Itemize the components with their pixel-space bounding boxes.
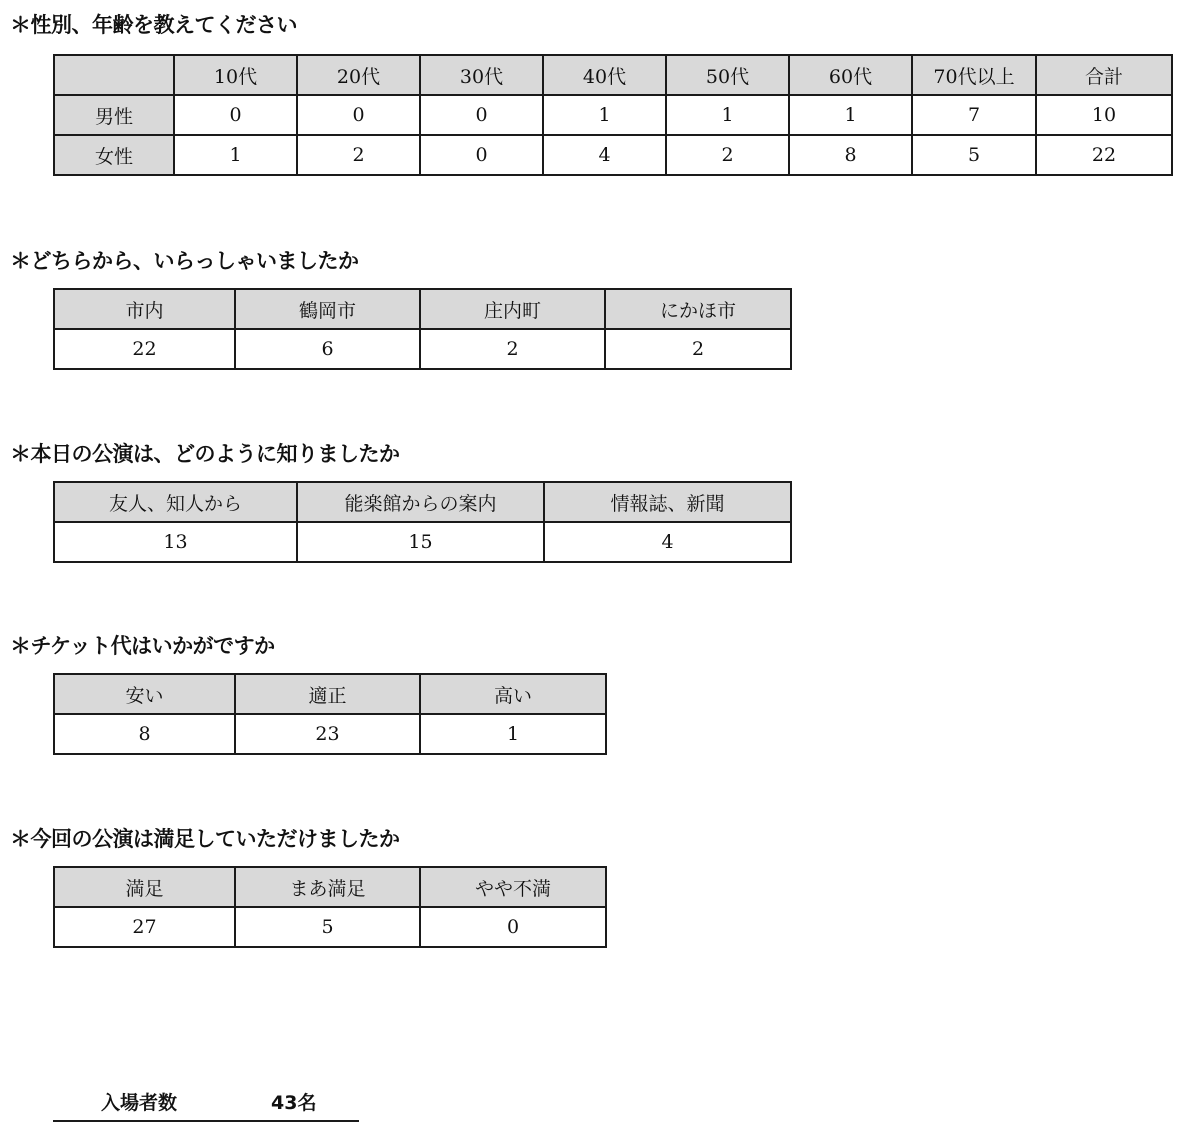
header-cell: 庄内町	[420, 289, 605, 329]
satisfaction-table	[53, 866, 607, 948]
table-cell: 4	[543, 135, 666, 175]
origin-heading: ＊どちらから、いらっしゃいましたか	[10, 249, 359, 273]
table-cell: 0	[174, 95, 297, 135]
origin-table	[53, 288, 792, 370]
ticket-heading: ＊チケット代はいかがですか	[10, 634, 275, 658]
header-cell: 情報誌、新聞	[544, 482, 791, 522]
table-cell: 0	[420, 135, 543, 175]
attendance-value: 43名	[271, 1092, 317, 1114]
table-row	[54, 907, 606, 947]
table-cell: 8	[54, 714, 235, 754]
table-cell: 0	[420, 907, 606, 947]
row-label-male: 男性	[54, 95, 174, 135]
header-cell: 鶴岡市	[235, 289, 420, 329]
table-cell-total: 10	[1036, 95, 1172, 135]
header-cell: 40代	[543, 55, 666, 95]
table-cell: 22	[54, 329, 235, 369]
header-cell: 20代	[297, 55, 420, 95]
table-cell: 7	[912, 95, 1036, 135]
table-cell: 15	[297, 522, 544, 562]
table-header-row	[54, 867, 606, 907]
table-cell: 2	[420, 329, 605, 369]
table-cell: 5	[912, 135, 1036, 175]
table-cell: 4	[544, 522, 791, 562]
header-cell: 満足	[54, 867, 235, 907]
table-cell: 6	[235, 329, 420, 369]
table-cell: 2	[666, 135, 789, 175]
ticket-table	[53, 673, 607, 755]
table-header-row	[54, 55, 1172, 95]
header-cell: 60代	[789, 55, 912, 95]
header-cell: 市内	[54, 289, 235, 329]
table-row	[54, 522, 791, 562]
header-cell: 安い	[54, 674, 235, 714]
table-row	[54, 714, 606, 754]
header-cell: 10代	[174, 55, 297, 95]
header-cell: やや不満	[420, 867, 606, 907]
table-cell: 1	[420, 714, 606, 754]
header-cell: 高い	[420, 674, 606, 714]
header-cell: 友人、知人から	[54, 482, 297, 522]
source-table	[53, 481, 792, 563]
header-cell: 合計	[1036, 55, 1172, 95]
header-cell: 50代	[666, 55, 789, 95]
table-row	[54, 95, 1172, 135]
table-row	[54, 135, 1172, 175]
satisfaction-heading: ＊今回の公演は満足していただけましたか	[10, 827, 400, 851]
attendance-label: 入場者数	[101, 1092, 178, 1114]
table-cell-total: 22	[1036, 135, 1172, 175]
table-header-row	[54, 289, 791, 329]
header-cell: 能楽館からの案内	[297, 482, 544, 522]
table-cell: 2	[297, 135, 420, 175]
attendance-summary	[53, 1084, 359, 1122]
table-row	[54, 329, 791, 369]
header-cell: 適正	[235, 674, 420, 714]
table-cell: 0	[297, 95, 420, 135]
header-cell: まあ満足	[235, 867, 420, 907]
table-cell: 8	[789, 135, 912, 175]
table-cell: 5	[235, 907, 420, 947]
table-cell: 27	[54, 907, 235, 947]
table-cell: 1	[543, 95, 666, 135]
table-cell: 0	[420, 95, 543, 135]
table-cell: 1	[789, 95, 912, 135]
age-gender-table	[53, 54, 1173, 176]
table-cell: 13	[54, 522, 297, 562]
row-label-female: 女性	[54, 135, 174, 175]
source-heading: ＊本日の公演は、どのように知りましたか	[10, 442, 400, 466]
header-cell: にかほ市	[605, 289, 791, 329]
header-cell-blank	[54, 55, 174, 95]
table-cell: 1	[666, 95, 789, 135]
age-gender-heading: ＊性別、年齢を教えてください	[10, 13, 297, 37]
table-header-row	[54, 674, 606, 714]
table-cell: 1	[174, 135, 297, 175]
table-header-row	[54, 482, 791, 522]
header-cell: 30代	[420, 55, 543, 95]
table-cell: 23	[235, 714, 420, 754]
table-cell: 2	[605, 329, 791, 369]
header-cell: 70代以上	[912, 55, 1036, 95]
